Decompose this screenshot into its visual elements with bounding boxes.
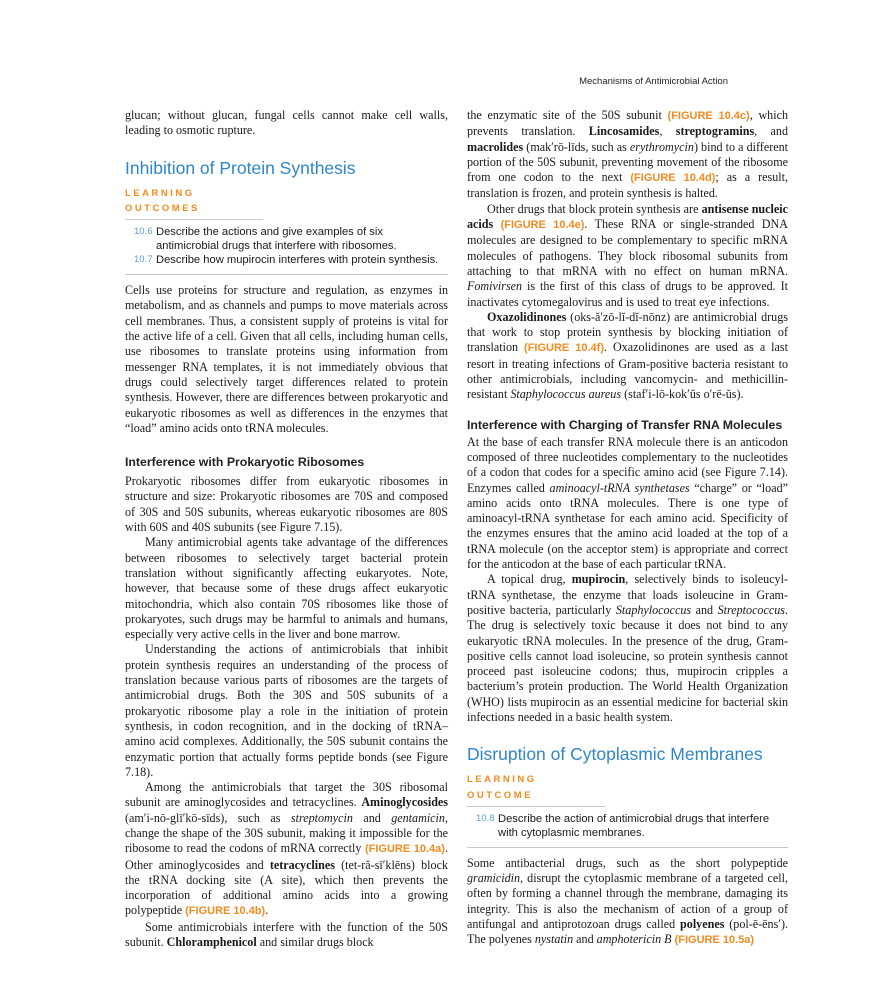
outcome-text: Describe the actions and give examples of six antimicrobial drugs that interfere with ribosomes. [156, 226, 397, 253]
learning-outcomes-label: LEARNING OUTCOMES [125, 186, 263, 221]
left-column [125, 108, 448, 950]
paragraph-ribosomes-4: Among the antimicrobials that target the 30S ribosomal subunit are aminoglycosides and tetracyclines. Aminoglycosides (am′i-nō-glī′kō-sīds), such as streptomycin and gentamicin, change the shape of the 30S subunit, making it impossible for the ribosome to read the codons of mRNA correctly (FIGURE 10.4a). Other aminoglycosides and tetracyclines (tet-ră-sī′klēns) block the tRNA docking site (A site), which then prevents the incorporation of additional amino acids into a growing polypeptide (FIGURE 10.4b). [125, 780, 449, 918]
learning-outcome-item [125, 225, 448, 253]
figure-ref-10-4c[interactable]: (FIGURE 10.4c) [667, 110, 750, 122]
paragraph-ribosomes-1: Prokaryotic ribosomes differ from eukaryotic ribosomes in structure and size: Prokaryotic ribosomes are 70S and composed of 30S and 50S subunits, whereas eukaryotic ribosomes are 80S with 60S and 40S subunits (see Figure 7.15). [125, 474, 448, 535]
figure-ref-10-4a[interactable]: (FIGURE 10.4a) [364, 843, 445, 856]
outcome-text: Describe the action of antimicrobial drugs that interfere with cytoplasmic membranes. [498, 812, 770, 839]
paragraph-ribosomes-5: Some antimicrobials interfere with the function of the 50S subunit. Chloramphenicol and similar drugs block [125, 919, 448, 950]
outcome-number: 10.8 [476, 812, 495, 824]
outcome-number: 10.7 [134, 254, 153, 266]
outcome-text: Describe how mupirocin interferes with protein synthesis. [156, 254, 439, 267]
right-column [467, 108, 788, 949]
learning-outcome-list [467, 812, 788, 848]
paragraph-trna-1: At the base of each transfer RNA molecule there is an anticodon composed of three nucleotides complementary to the nucleotides of a codon that codes for a specific amino acid (see Figure 7.14). Enzymes called aminoacyl-tRNA synthetases “charge” or “load” amino acids onto tRNA molecules. There is one type of aminoacyl-tRNA synthetase for each amino acid. Specificity of the enzymes ensures that the amino acid loaded at the top of a tRNA molecule (on the acceptor stem) is appropriate and correct for the anticodon at the base of each particular tRNA. [467, 434, 788, 572]
figure-ref-10-5a[interactable]: (FIGURE 10.5a) [674, 934, 755, 947]
outcome-number: 10.6 [134, 226, 153, 238]
section-title-protein-synthesis: Inhibition of Protein Synthesis [125, 157, 356, 178]
section-title-cytoplasmic-membranes: Disruption of Cytoplasmic Membranes [467, 744, 763, 765]
figure-ref-10-4e[interactable]: (FIGURE 10.4e) [500, 219, 585, 232]
learning-outcomes-list [125, 225, 448, 275]
paragraph-antisense: Other drugs that block protein synthesis are antisense nucleic acids (FIGURE 10.4e). These RNA or single-stranded DNA molecules are designed to be complementary to specific mRNA molecules of pathogens. They block ribosomal subunits from attaching to that mRNA with no effect on human mRNA. Fomivirsen is the first of this class of drugs to be approved. It inactivates cytomegalovirus and is used to treat eye infections. [467, 201, 788, 309]
learning-outcome-item [467, 812, 788, 840]
paragraph-ribosomes-2: Many antimicrobial agents take advantage of the differences between ribosomes to selectively target bacterial protein translation without significantly affecting eukaryotes. Note, however, that because some of these drugs affect eukaryotic mitochondria, which also contain 70S ribosomes like those of prokaryotes, such drugs may be harmful to animals and humans, especially very active cells in the liver and bone marrow. [125, 535, 448, 642]
learning-outcome-item [125, 253, 448, 267]
paragraph-trna-2: A topical drug, mupirocin, selectively binds to isoleucyl-tRNA synthetase, the enzyme that loads isoleucine in Gram-positive bacteria, particularly Staphylococcus and Streptococcus. The drug is selectively toxic because it does not bind to any eukaryotic tRNA molecules. In the presence of the drug, Gram-positive cells cannot load isoleucine, so protein synthesis cannot proceed past isoleucine codons; thus, mupirocin cripples a bacterium’s protein production. The World Health Organization (WHO) lists mupirocin as an essential medicine for bacterial skin infections needed in a basic health system. [467, 572, 788, 724]
paragraph-50s-continued: the enzymatic site of the 50S subunit (FIGURE 10.4c), which prevents translation. Lincosamides, streptogramins, and macrolides (mak′rō-līds, such as erythromycin) bind to a different portion of the 50S subunit, preventing movement of the ribosome from one codon to the next (FIGURE 10.4d); as a result, translation is frozen, and protein synthesis is halted. [467, 108, 789, 201]
learning-outcome-label: LEARNING OUTCOME [467, 772, 605, 807]
running-head: Mechanisms of Antimicrobial Action [579, 76, 728, 87]
paragraph-carryover: glucan; without glucan, fungal cells cannot make cell walls, leading to osmotic rupture. [125, 108, 448, 138]
figure-ref-10-4f[interactable]: (FIGURE 10.4f) [524, 342, 604, 355]
paragraph-membranes: Some antibacterial drugs, such as the short polypeptide gramicidin, disrupt the cytoplasmic membrane of a targeted cell, often by forming a channel through the membrane, damaging its integrity. This is also the mechanism of action of a group of antifungal and antiprotozoan drugs called polyenes (pol-ē-ēns′). The polyenes nystatin and amphotericin B (FIGURE 10.5a) [467, 855, 788, 947]
subhead-prokaryotic-ribosomes: Interference with Prokaryotic Ribosomes [125, 455, 365, 470]
subhead-trna-charging: Interference with Charging of Transfer RNA Molecules [467, 417, 783, 432]
figure-ref-10-4d[interactable]: (FIGURE 10.4d) [630, 172, 716, 185]
paragraph-ribosomes-3: Understanding the actions of antimicrobials that inhibit protein synthesis requires an understanding of the process of translation because various parts of ribosomes are the targets of antimicrobial drugs. Both the 30S and 50S subunits of a prokaryotic ribosome play a role in the initiation of protein synthesis, in codon recognition, and in the docking of tRNA–amino acid complexes. Additionally, the 50S subunit contains the enzymatic portion that actually forms peptide bonds (see Figure 7.18). [125, 642, 448, 779]
paragraph-intro: Cells use proteins for structure and regulation, as enzymes in metabolism, and as channels and pumps to move materials across cell membranes. Thus, a consistent supply of proteins is vital for the active life of a cell. Given that all cells, including human cells, use ribosomes to translate proteins using information from messenger RNA templates, it is not immediately obvious that drugs could selectively target differences related to protein synthesis. However, there are differences between prokaryotic and eukaryotic ribosomes as well as differences in the enzymes that “load” amino acids onto tRNA molecules. [125, 283, 448, 435]
figure-ref-10-4b[interactable]: (FIGURE 10.4b) [185, 905, 266, 918]
paragraph-oxazolidinones: Oxazolidinones (oks-ă′zō-lĭ-dĭ-nōnz) are antimicrobial drugs that work to stop protein synthesis by blocking initiation of translation (FIGURE 10.4f). Oxazolidinones are used as a last resort in treating infections of Gram-positive bacteria resistant to other antimicrobials, including vancomycin- and methicillin-resistant Staphylococcus aureus (staf′i-lō-kok′ŭs o′rē-ŭs). [467, 309, 788, 402]
